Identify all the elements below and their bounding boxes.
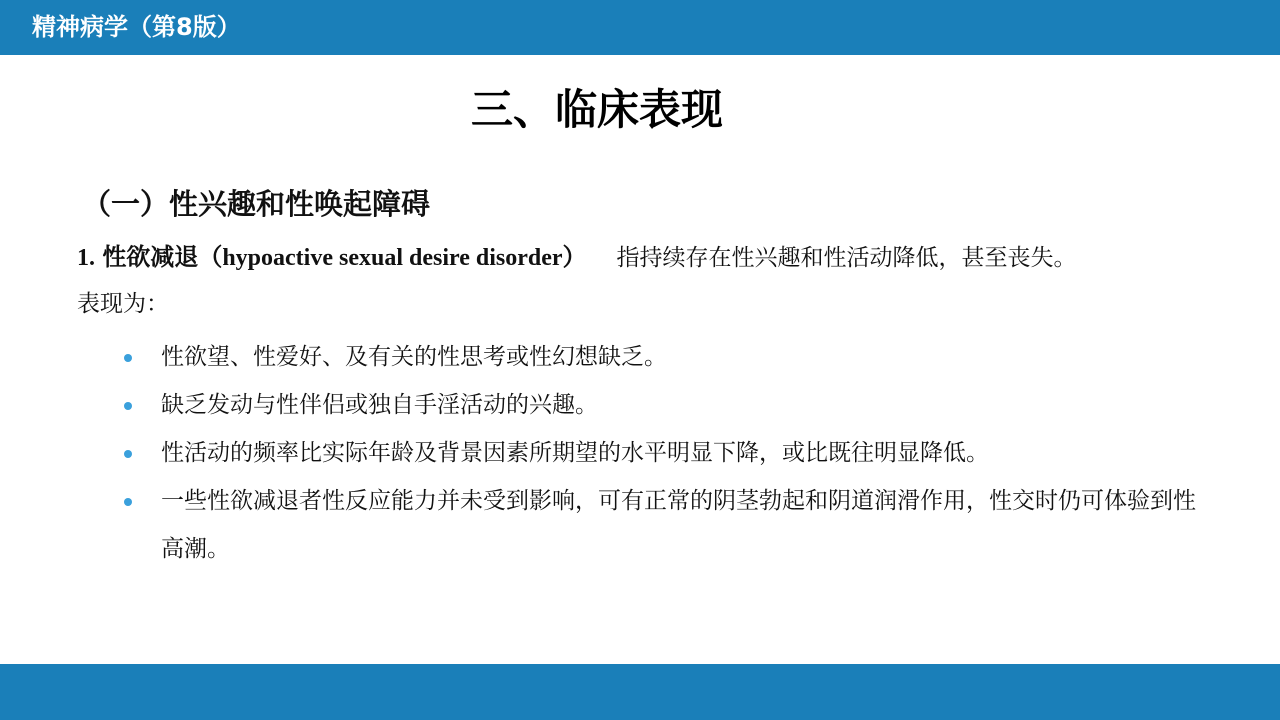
footer-bar bbox=[0, 664, 1280, 720]
list-item bbox=[120, 381, 1200, 429]
book-title: 精神病学（第8版） bbox=[32, 13, 241, 41]
list-item bbox=[120, 429, 1200, 477]
list-item-text: 性活动的频率比实际年龄及背景因素所期望的水平明显下降，或比既往明显降低。 bbox=[161, 440, 989, 466]
item-number: 1. bbox=[77, 245, 95, 271]
item-paren-close: ） bbox=[562, 243, 587, 271]
item-definition: 指持续存在性兴趣和性活动降低，甚至丧失。 bbox=[616, 245, 1077, 271]
header-bar bbox=[0, 0, 1280, 55]
item-paren-open: （ bbox=[198, 243, 223, 271]
slide-title: 三、临床表现 bbox=[470, 85, 723, 134]
bullet-dot-icon bbox=[124, 498, 132, 506]
intro-text: 表现为： bbox=[77, 291, 169, 317]
list-item-text: 缺乏发动与性伴侣或独自手淫活动的兴趣。 bbox=[161, 392, 598, 418]
list-item bbox=[120, 477, 1200, 573]
list-item-text: 性欲望、性爱好、及有关的性思考或性幻想缺乏。 bbox=[161, 344, 667, 370]
item-definition-line bbox=[77, 238, 1077, 277]
item-term: 性欲减退 bbox=[102, 243, 199, 271]
item-english-term: hypoactive sexual desire disorder bbox=[222, 245, 563, 271]
section-heading: （一）性兴趣和性唤起障碍 bbox=[82, 187, 431, 221]
bullet-dot-icon bbox=[124, 450, 132, 458]
bullet-list bbox=[120, 333, 1200, 573]
list-item bbox=[120, 333, 1200, 381]
bullet-dot-icon bbox=[124, 402, 132, 410]
bullet-dot-icon bbox=[124, 354, 132, 362]
list-item-text: 一些性欲减退者性反应能力并未受到影响，可有正常的阴茎勃起和阴道润滑作用，性交时仍可体验到性高潮。 bbox=[161, 488, 1196, 562]
